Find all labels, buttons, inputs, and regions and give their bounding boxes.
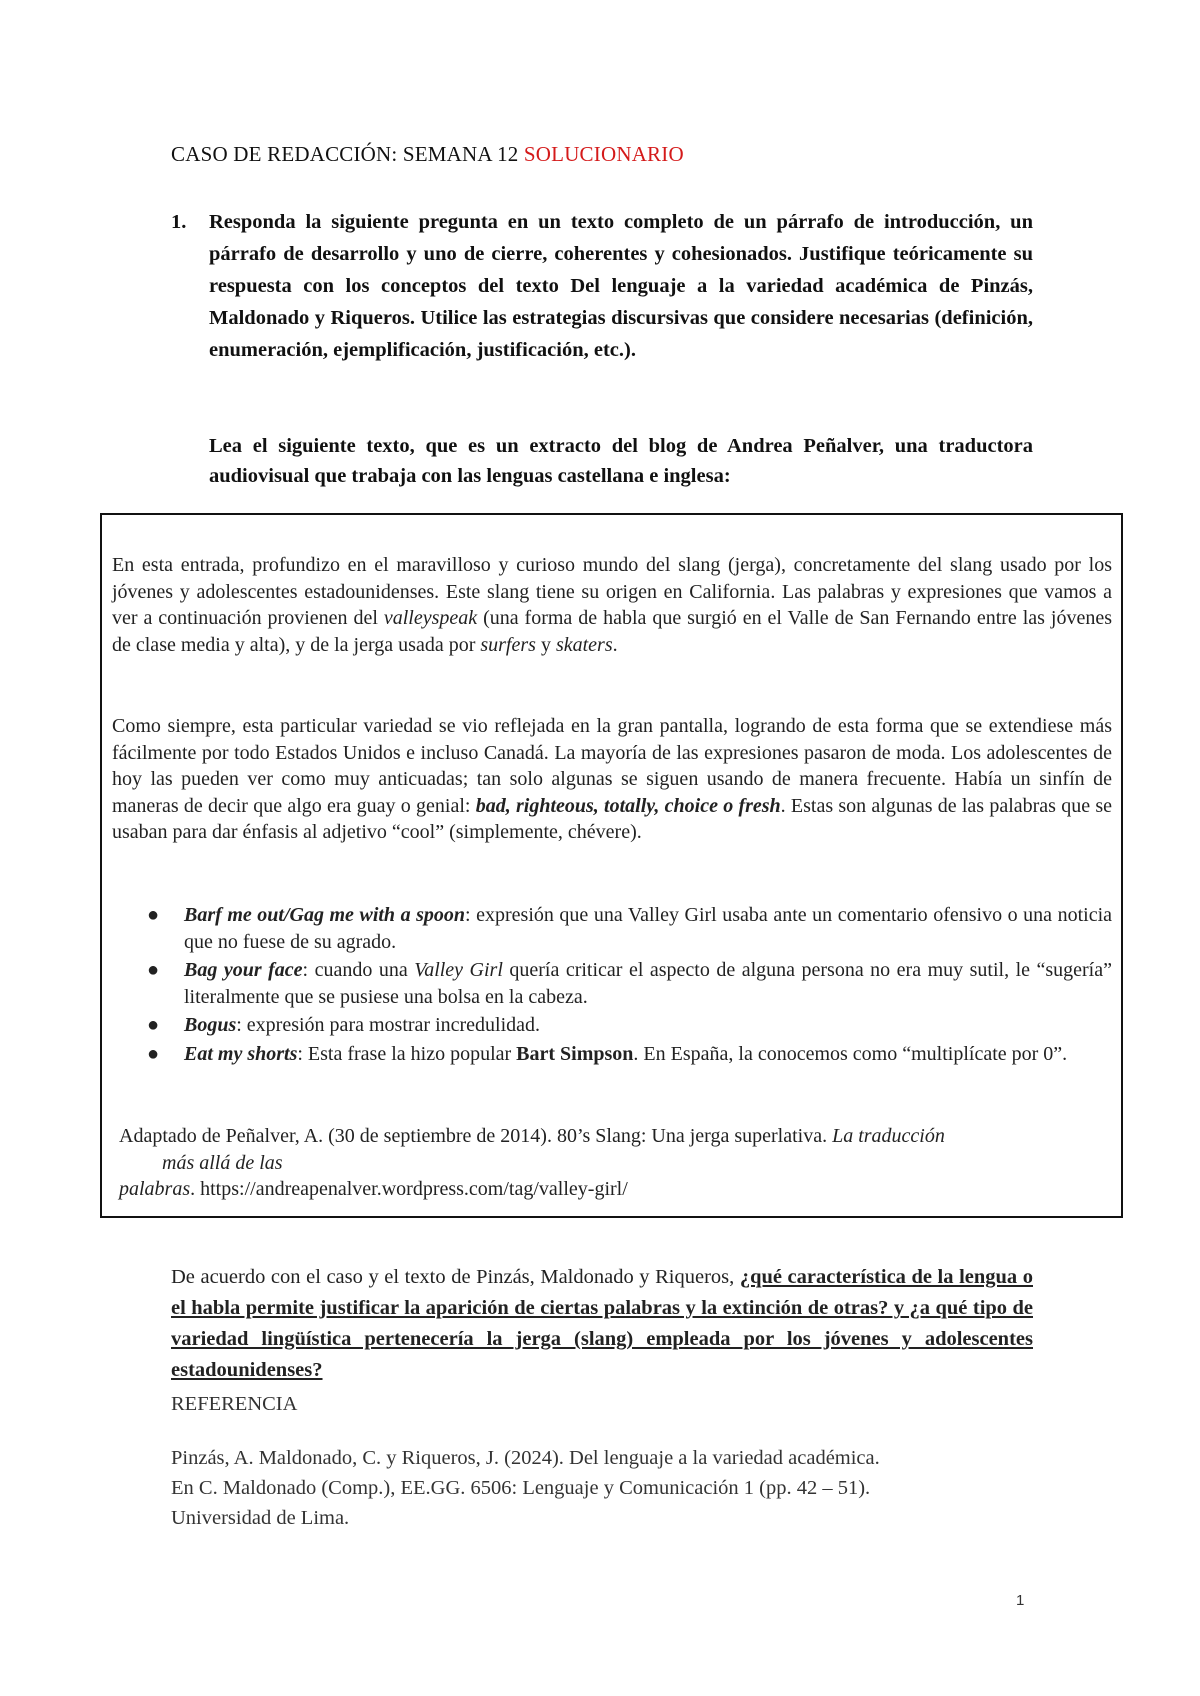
excerpt-box bbox=[100, 513, 1123, 1218]
term-skaters: skaters bbox=[555, 633, 613, 656]
list-item: ● Bag your face: cuando una Valley Girl quería criticar el aspecto de alguna persona no era muy sutil, le “sugería” literalmente que se pusiese una bolsa en la cabeza. bbox=[147, 959, 1112, 1008]
term-valleyspeak: valleyspeak bbox=[383, 607, 478, 629]
excerpt-paragraph-2: Como siempre, esta particular variedad se vio reflejada en la gran pantalla, logrando de esta forma que se extendiese más fácilmente por todo Estados Unidos e incluso Canadá. La mayoría de las expresiones pasaron de moda. Los adolescentes de hoy las pueden ver como muy anticuadas; tan solo algunas se siguen usando de manera frecuente. Había un sinfín de maneras de decir que algo era guay o genial: bad, righteous, totally, choice o fresh. Estas son algunas de las palabras que se usaban para dar énfasis al adjetivo “cool” (simplemente, chévere). bbox=[112, 715, 1112, 843]
excerpt-citation: Adaptado de Peñalver, A. (30 de septiembre de 2014). 80’s Slang: Una jerga superlativa. La traducción más allá de las palabras. https://andreapenalver.wordpress.com/tag/valley-girl/ bbox=[119, 1125, 945, 1200]
case-question: De acuerdo con el caso y el texto de Pinzás, Maldonado y Riqueros, ¿qué característica de la lengua o el habla permite justificar la aparición de ciertas palabras y la extinción de otras? y ¿a qué tipo de variedad lingüística pertenecería la jerga (slang) empleada por los jóvenes y adolescentes estadounidenses? bbox=[171, 1266, 1033, 1381]
slang-words: bad, righteous, totally, choice o fresh bbox=[475, 794, 781, 817]
page-number: 1 bbox=[1016, 1592, 1025, 1609]
list-item: ● Barf me out/Gag me with a spoon: expresión que una Valley Girl usaba ante un comentario ofensivo o una noticia que no fuese de su agrado. bbox=[147, 904, 1113, 953]
page-title bbox=[171, 142, 684, 167]
case-question-underlined: ¿qué característica de la lengua o el habla permite justificar la aparición de ciertas palabras y la extinción de otras? y ¿a qué tipo de variedad lingüística pertenecería la jerga (slang) empleada por los jóvenes y adolescentes estadounidenses? bbox=[171, 1266, 1033, 1381]
term-surfers: surfers bbox=[480, 633, 536, 656]
citation-url: . https://andreapenalver.wordpress.com/tag/valley-girl/ bbox=[190, 1178, 628, 1200]
bullet-icon: ● bbox=[147, 959, 160, 981]
slang-list bbox=[144, 902, 1112, 1069]
reference-heading: REFERENCIA bbox=[171, 1393, 298, 1415]
bullet-icon: ● bbox=[147, 904, 160, 926]
list-item: ● Eat my shorts: Esta frase la hizo popular Bart Simpson. En España, la conocemos como “multiplícate por 0”. bbox=[144, 1041, 1112, 1068]
title-prefix: CASO DE REDACCIÓN: SEMANA 12 bbox=[171, 142, 524, 166]
bullet-icon: ● bbox=[147, 1014, 160, 1036]
bullet-icon: ● bbox=[147, 1042, 160, 1065]
reference-body: Pinzás, A. Maldonado, C. y Riqueros, J. (2024). Del lenguaje a la variedad académica. En C. Maldonado (Comp.), EE.GG. 6506: Lenguaje y Comunicación 1 (pp. 42 – 51). Universidad de Lima. bbox=[171, 1447, 880, 1529]
title-highlight: SOLUCIONARIO bbox=[523, 142, 684, 166]
list-item: ● Bogus: expresión para mostrar incredulidad. bbox=[144, 1012, 1112, 1039]
reading-intro: Lea el siguiente texto, que es un extracto del blog de Andrea Peñalver, una traductora audiovisual que trabaja con las lenguas castellana e inglesa: bbox=[209, 435, 1033, 487]
question-text: Responda la siguiente pregunta en un texto completo de un párrafo de introducción, un párrafo de desarrollo y uno de cierre, coherentes y cohesionados. Justifique teóricamente su respuesta con los conceptos del texto Del lenguaje a la variedad académica de Pinzás, Maldonado y Riqueros. Utilice las estrategias discursivas que considere necesarias (definición, enumeración, ejemplificación, justificación, etc.). bbox=[209, 211, 1033, 361]
question-number: 1. bbox=[171, 211, 187, 233]
question-1 bbox=[171, 206, 1033, 366]
excerpt-paragraph-1: En esta entrada, profundizo en el maravilloso y curioso mundo del slang (jerga), concretamente del slang usado por los jóvenes y adolescentes estadounidenses. Este slang tiene su origen en California. Las palabras y expresiones que vamos a ver a continuación provienen del valleyspeak (una forma de habla que surgió en el Valle de San Fernando entre las jóvenes de clase media y alta), y de la jerga usada por surfers y skaters. bbox=[112, 554, 1113, 656]
